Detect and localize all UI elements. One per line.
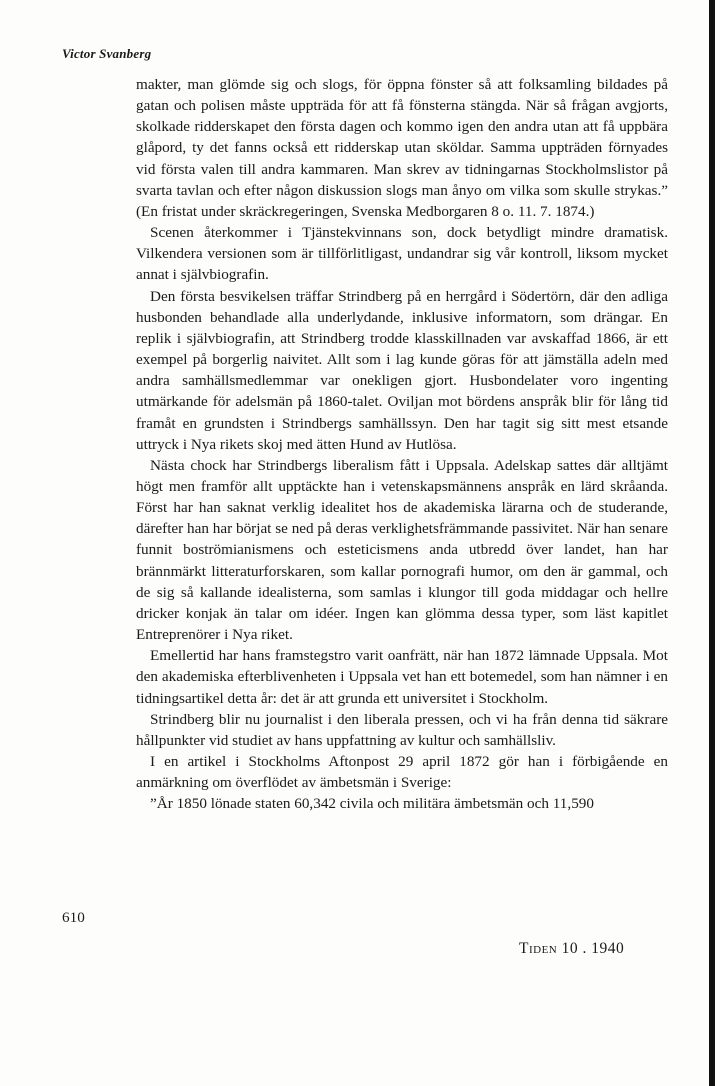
paragraph-1: makter, man glömde sig och slogs, för öppna fönster så att folksamling bildades på gatan och polisen måste uppträda för att få fönsterna stängda. När så frågan avgjorts, skolkade ridderskapet den första dagen och kommo igen den andra utan att få uppbära glåpord, ty det fanns också ett ridderskap utan sköldar. Samma uppträden förnyades vid första valen till andra kammaren. Man skrev av tidningarnas Stockholmslistor på svarta tavlan och efter någon diskussion slogs man ånyo om vilka som skulle strykas.” (En fristat under skräckregeringen, Svenska Medborgaren 8 o. 11. 7. 1874.) <box>136 76 668 220</box>
paragraph-2: Scenen återkommer i Tjänstekvinnans son, dock betydligt mindre dramatisk. Vilkendera versionen som är tillförlitligast, undandrar sig vår kontroll, liksom mycket annat i självbiografin. <box>136 224 668 284</box>
paragraph-6: Strindberg blir nu journalist i den liberala pressen, och vi ha från denna tid säkrare hållpunkter vid studiet av hans uppfattning av kultur och samhällsliv. <box>136 710 668 749</box>
paragraph-8: ”År 1850 lönade staten 60,342 civila och militära ämbetsmän och 11,590 <box>150 795 594 813</box>
journal-footer: Tiden 10 . 1940 <box>519 940 625 957</box>
paragraph-4: Nästa chock har Strindbergs liberalism fått i Uppsala. Adelskap sattes där alltjämt högt men framför allt upptäckte han i vetenskapsmännens anspråk en lärd skråanda. Först har han saknat verklig idealitet hos de akademiska lärarna och de studerande, därefter han har börjat se ned på deras verklighetsfrämmande passivitet. När han senare funnit boströmianismens och esteticismens anda utbredd över landet, han har brännmärkt litteraturforskaren, som kallar pornografi humor, om den är gammal, och de sig så kallande idealisterna, som samlas i klungor till goda middagar och hellre dricker konjak än talar om idéer. Ingen kan glömma dessa typer, som läst kapitlet Entreprenörer i Nya riket. <box>136 456 668 644</box>
page-number: 610 <box>62 909 85 926</box>
paragraph-7: I en artikel i Stockholms Aftonpost 29 april 1872 gör han i förbigående en anmärkning om överflödet av ämbetsmän i Sverige: <box>136 753 668 792</box>
paragraph-5: Emellertid har hans framstegstro varit oanfrätt, när han 1872 lämnade Uppsala. Mot den akademiska efterblivenheten i Uppsala vet han ett botemedel, som han nämner i en tidningsartikel detta år: det är att grunda ett universitet i Stockholm. <box>136 647 668 707</box>
running-head-author: Victor Svanberg <box>62 46 152 61</box>
article-body <box>136 74 668 814</box>
paragraph-3: Den första besvikelsen träffar Strindberg på en herrgård i Södertörn, där den adliga husbonden behandlade alla underlydande, inklusive informatorn, som drängar. En replik i självbiografin, att Strindberg trodde klasskillnaden var avskaffad 1866, är ett exempel på borgerlig naivitet. Allt som i lag kunde göras för att jämställa adeln med andra samhällsmedlemmar var onekligen gjort. Husbondelater voro ingenting utmärkande för adelsmän på 1860-talet. Oviljan mot bördens anspråk blir för lång tid framåt en grundsten i Strindbergs samhällssyn. Den har tagit sig sitt mest etsande uttryck i Nya rikets skoj med ätten Hund av Hutlösa. <box>136 287 668 453</box>
